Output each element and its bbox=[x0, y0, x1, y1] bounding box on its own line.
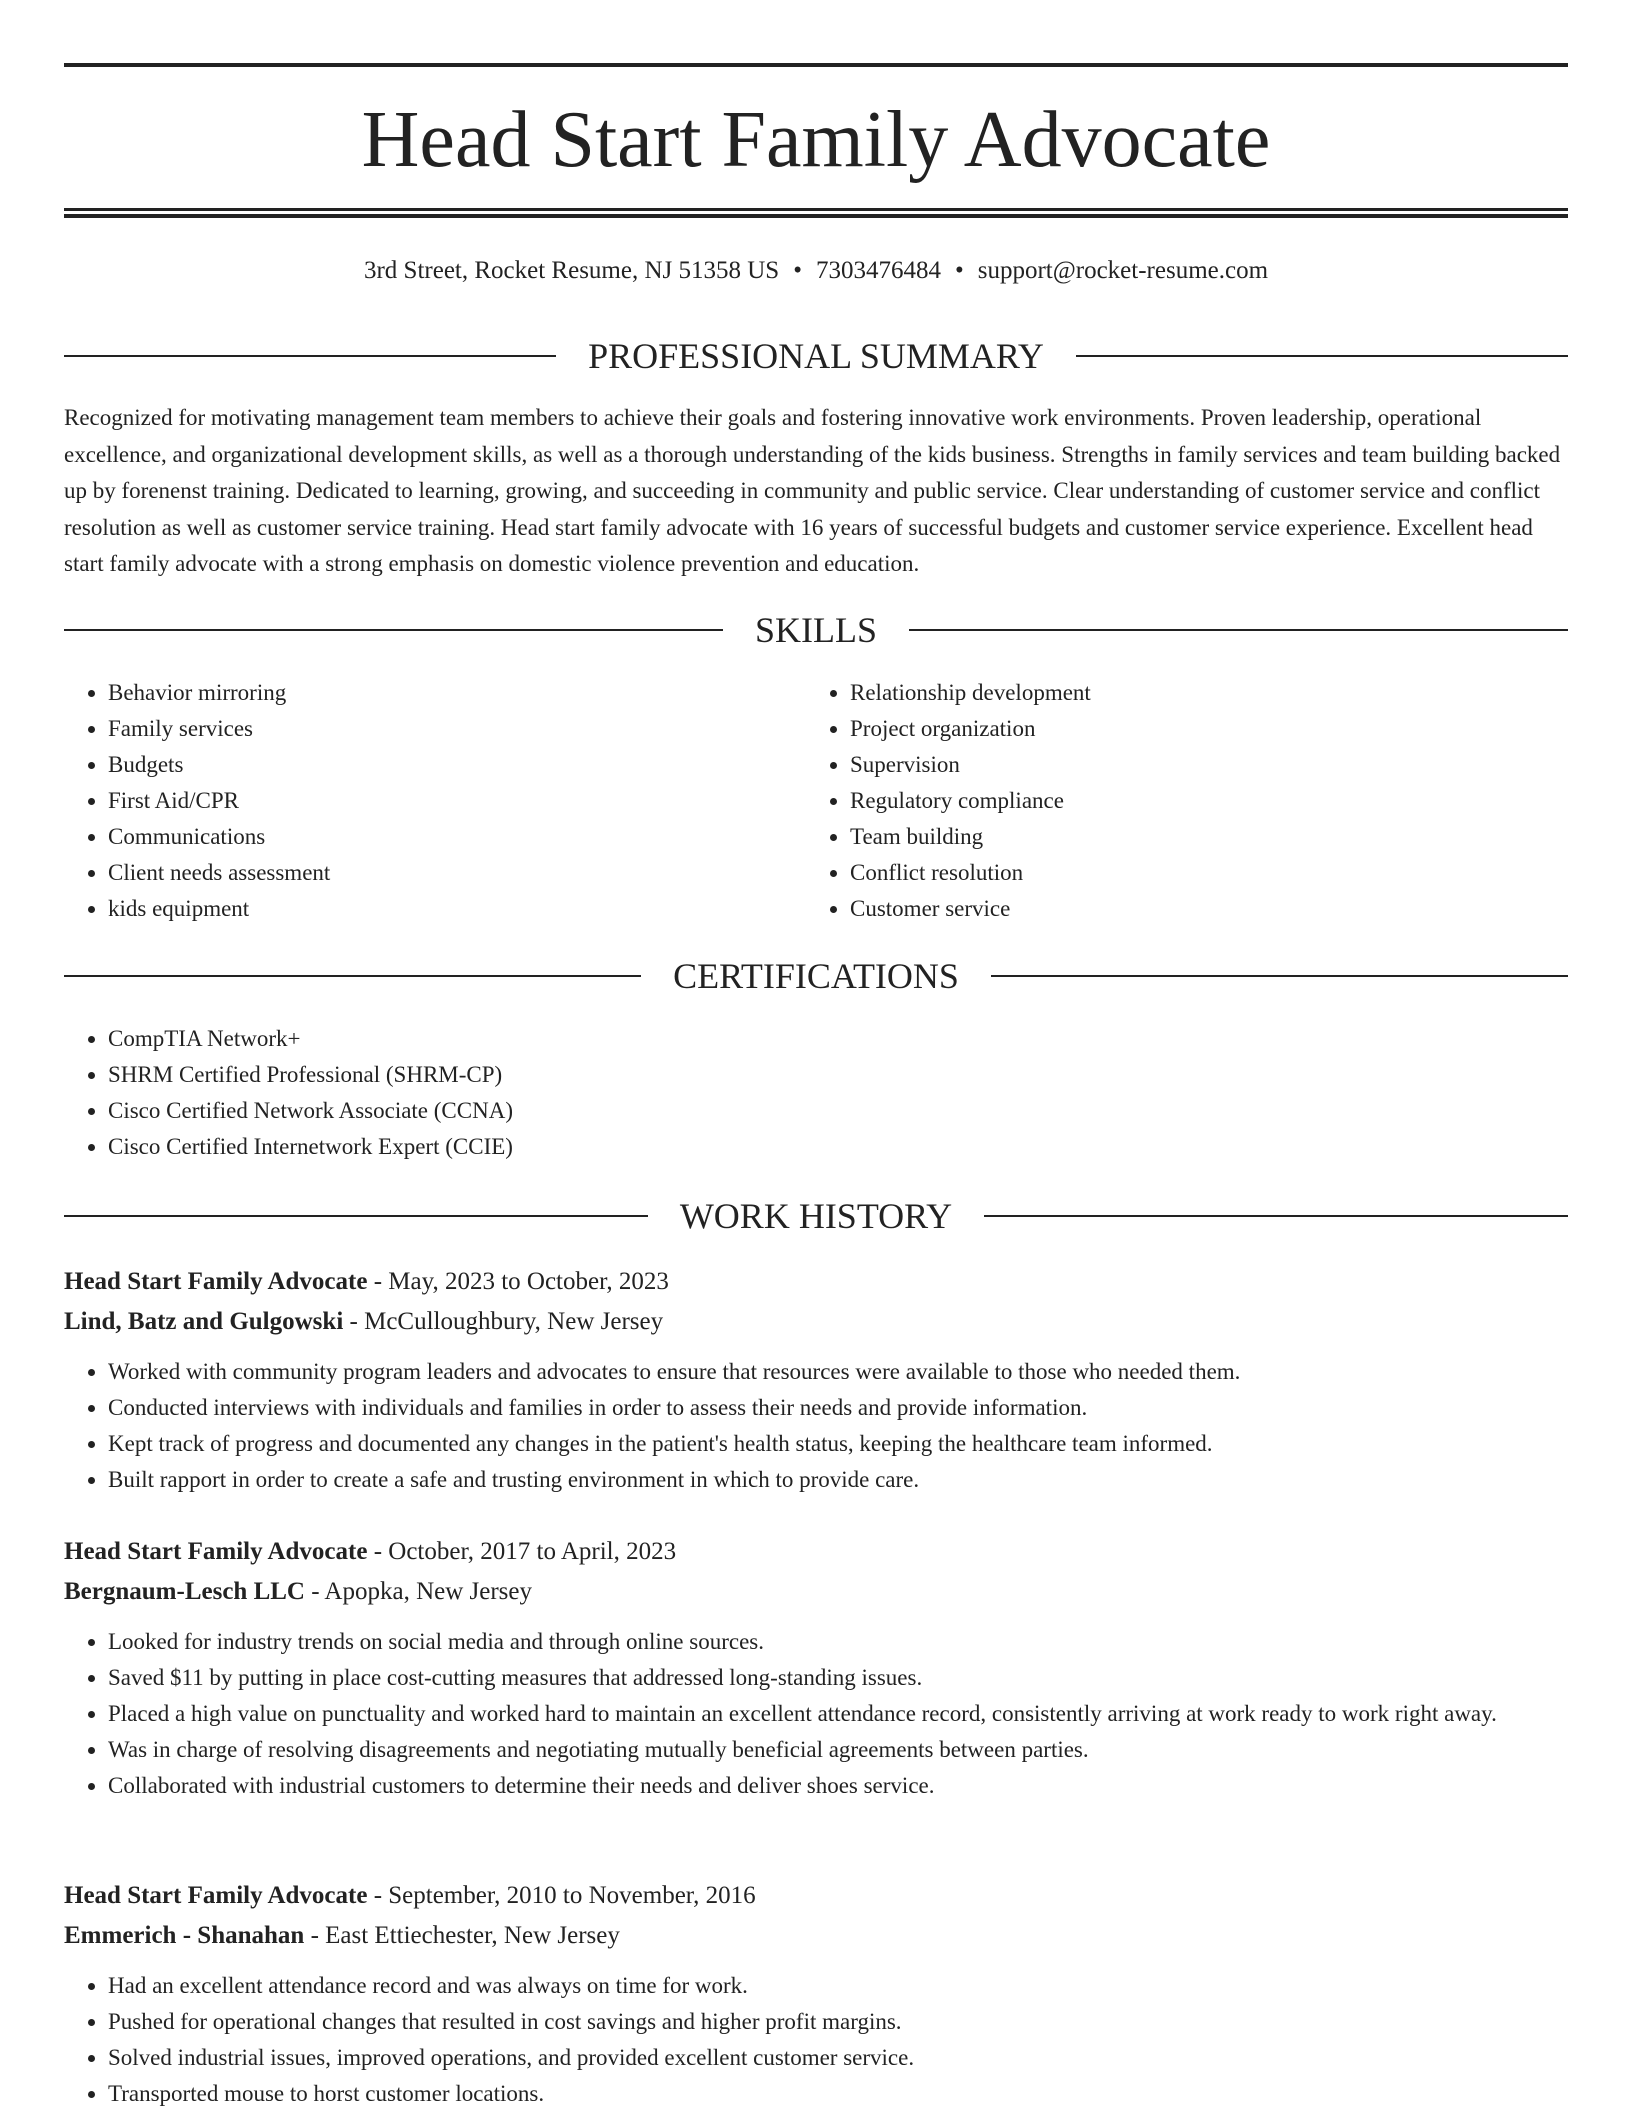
certifications-list bbox=[64, 1021, 1564, 1165]
certifications-section-header bbox=[64, 954, 1568, 998]
contact-email[interactable]: support@rocket-resume.com bbox=[977, 257, 1269, 284]
job-bullet: • Kept track of progress and documented any changes in the patient's health status, keeping the healthcare team informed. bbox=[108, 1426, 1568, 1462]
job-title: Head Start Family Advocate bbox=[64, 1268, 368, 1295]
job-bullet: • Had an excellent attendance record and was always on time for work. bbox=[108, 1968, 1568, 2004]
skills-list-left bbox=[64, 675, 764, 927]
job-bullet: • Looked for industry trends on social media and through online sources. bbox=[108, 1624, 1568, 1660]
job-company-line bbox=[64, 1916, 1568, 1956]
job-bullet: • Built rapport in order to create a safe and trusting environment in which to provide care. bbox=[108, 1462, 1568, 1498]
divider-line bbox=[64, 629, 723, 631]
certification-item: • SHRM Certified Professional (SHRM-CP) bbox=[108, 1057, 1564, 1093]
job-title-line bbox=[64, 1532, 1568, 1572]
skill-item: • Supervision bbox=[850, 747, 1566, 783]
job-bullets bbox=[64, 1624, 1568, 1804]
divider-line bbox=[64, 1215, 648, 1217]
job-bullet: • Collaborated with industrial customers to determine their needs and deliver shoes service. bbox=[108, 1768, 1568, 1804]
skill-item: • Conflict resolution bbox=[850, 855, 1566, 891]
contact-phone[interactable]: 7303476484 bbox=[815, 257, 941, 284]
job-bullet: • Worked with community program leaders and advocates to ensure that resources were available to those who needed them. bbox=[108, 1354, 1568, 1390]
certifications-block bbox=[64, 1021, 1564, 1165]
skill-item: • kids equipment bbox=[108, 891, 764, 927]
job-title: Head Start Family Advocate bbox=[64, 1882, 368, 1909]
skill-item: • Communications bbox=[108, 819, 764, 855]
top-rule bbox=[64, 63, 1568, 67]
summary-heading: PROFESSIONAL SUMMARY bbox=[588, 336, 1044, 376]
skill-item: • First Aid/CPR bbox=[108, 783, 764, 819]
job-bullet: • Saved $11 by putting in place cost-cutting measures that addressed long-standing issues. bbox=[108, 1660, 1568, 1696]
certification-item: • Cisco Certified Network Associate (CCNA) bbox=[108, 1093, 1564, 1129]
skill-item: • Team building bbox=[850, 819, 1566, 855]
job-location: - East Ettiechester, New Jersey bbox=[304, 1922, 620, 1949]
skill-item: • Budgets bbox=[108, 747, 764, 783]
skill-item: • Regulatory compliance bbox=[850, 783, 1566, 819]
skills-right-column bbox=[806, 675, 1566, 927]
skill-item: • Family services bbox=[108, 711, 764, 747]
job-location: - McCulloughbury, New Jersey bbox=[343, 1308, 664, 1335]
skill-item: • Relationship development bbox=[850, 675, 1566, 711]
divider-line bbox=[991, 975, 1568, 977]
skills-section-header bbox=[64, 608, 1568, 652]
skill-item: • Customer service bbox=[850, 891, 1566, 927]
skills-heading: SKILLS bbox=[755, 610, 878, 650]
skill-item: • Behavior mirroring bbox=[108, 675, 764, 711]
job-entry bbox=[64, 1262, 1568, 1498]
contact-separator: • bbox=[793, 257, 802, 284]
job-title: Head Start Family Advocate bbox=[64, 1538, 368, 1565]
resume-title: Head Start Family Advocate bbox=[361, 96, 1271, 184]
certification-item: • Cisco Certified Internetwork Expert (CCIE) bbox=[108, 1129, 1564, 1165]
divider-line bbox=[984, 1215, 1568, 1217]
job-bullet: • Placed a high value on punctuality and worked hard to maintain an excellent attendance record, consistently arriving at work ready to work right away. bbox=[108, 1696, 1568, 1732]
divider-line bbox=[64, 975, 641, 977]
job-bullet: • Was in charge of resolving disagreements and negotiating mutually beneficial agreements between parties. bbox=[108, 1732, 1568, 1768]
job-bullet: • Solved industrial issues, improved operations, and provided excellent customer service. bbox=[108, 2040, 1568, 2076]
job-company-line bbox=[64, 1572, 1568, 1612]
job-location: - Apopka, New Jersey bbox=[304, 1578, 533, 1605]
job-dates: - October, 2017 to April, 2023 bbox=[367, 1538, 677, 1565]
certification-item: • CompTIA Network+ bbox=[108, 1021, 1564, 1057]
job-bullets bbox=[64, 1968, 1568, 2112]
summary-section-header bbox=[64, 334, 1568, 378]
skill-item: • Client needs assessment bbox=[108, 855, 764, 891]
job-entry bbox=[64, 1876, 1568, 2112]
title-double-rule bbox=[64, 208, 1568, 218]
skills-list-right bbox=[806, 675, 1566, 927]
skill-item: • Project organization bbox=[850, 711, 1566, 747]
job-company-line bbox=[64, 1302, 1568, 1342]
summary-text: Recognized for motivating management team members to achieve their goals and fostering innovative work environments. Proven leadership, operational excellence, and organizational development skills, as well as a thorough understanding of the kids business. Strengths in family services and team building backed up by forenenst training. Dedicated to learning, growing, and succeeding in community and public service. Clear understanding of customer service and conflict resolution as well as customer service training. Head start family advocate with 16 years of successful budgets and customer service experience. Excellent head start family advocate with a strong emphasis on domestic violence prevention and education. bbox=[64, 405, 1561, 576]
contact-line bbox=[64, 254, 1568, 288]
contact-address: 3rd Street, Rocket Resume, NJ 51358 US bbox=[363, 257, 780, 284]
work-history-section-header bbox=[64, 1194, 1568, 1238]
job-company: Emmerich - Shanahan bbox=[64, 1922, 305, 1949]
job-entry bbox=[64, 1532, 1568, 1804]
job-title-line bbox=[64, 1262, 1568, 1302]
job-bullets bbox=[64, 1354, 1568, 1498]
job-dates: - May, 2023 to October, 2023 bbox=[367, 1268, 669, 1295]
job-bullet: • Transported mouse to horst customer locations. bbox=[108, 2076, 1568, 2112]
skills-left-column bbox=[64, 675, 764, 927]
divider-line bbox=[909, 629, 1568, 631]
job-company: Bergnaum-Lesch LLC bbox=[64, 1578, 305, 1605]
work-history-heading: WORK HISTORY bbox=[679, 1196, 953, 1236]
job-dates: - September, 2010 to November, 2016 bbox=[367, 1882, 756, 1909]
job-title-line bbox=[64, 1876, 1568, 1916]
certifications-heading: CERTIFICATIONS bbox=[673, 956, 959, 996]
job-bullet: • Conducted interviews with individuals and families in order to assess their needs and provide information. bbox=[108, 1390, 1568, 1426]
job-company: Lind, Batz and Gulgowski bbox=[64, 1308, 344, 1335]
job-bullet: • Pushed for operational changes that resulted in cost savings and higher profit margins. bbox=[108, 2004, 1568, 2040]
contact-separator: • bbox=[954, 257, 964, 284]
divider-line bbox=[1076, 355, 1568, 357]
divider-line bbox=[64, 355, 556, 357]
